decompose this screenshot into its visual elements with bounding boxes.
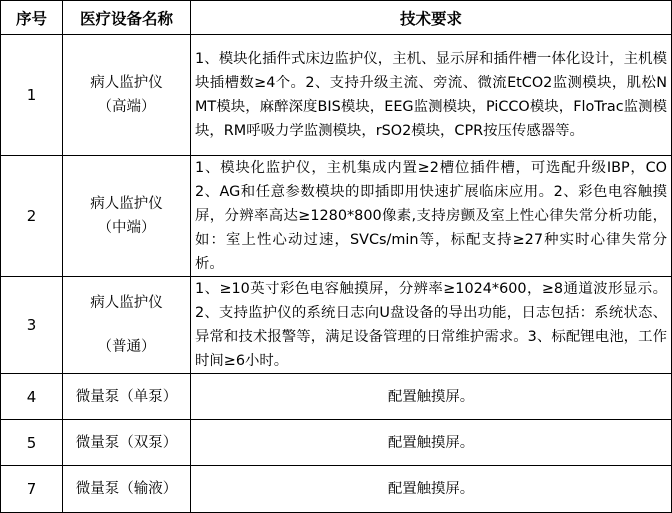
table-row [1, 35, 672, 156]
requirement-text: 配置触摸屏。 [191, 374, 672, 420]
table-row [1, 420, 672, 466]
table-header-row [1, 1, 672, 35]
device-name-cell [63, 277, 191, 374]
row-no: 3 [1, 277, 63, 374]
device-name: 微量泵（单泵） [63, 374, 191, 420]
table-row [1, 466, 672, 513]
table-row [1, 374, 672, 420]
requirement-text: 1、≥10英寸彩色电容触摸屏，分辨率≥1024*600，≥8通道波形显示。2、支持监护仪的系统日志向U盘设备的导出功能，日志包括：系统状态、异常和技术报警等，满足设备管理的日常维护需求。3、标配锂电池，工作时间≥6小时。 [191, 277, 672, 374]
requirement-text: 1、模块化插件式床边监护仪，主机、显示屏和插件槽一体化设计，主机模块插槽数≥4个。2、支持升级主流、旁流、微流EtCO2监测模块，肌松NMT模块，麻醉深度BIS模块，EEG监测模块，PiCCO模块，FloTrac监测模块，RM呼吸力学监测模块，rSO2模块，CPR按压传感器等。 [191, 35, 672, 156]
device-grade: （普通） [97, 339, 156, 355]
table-row [1, 277, 672, 374]
row-no: 7 [1, 466, 63, 513]
requirement-text: 配置触摸屏。 [191, 420, 672, 466]
row-no: 5 [1, 420, 63, 466]
device-grade: （高端） [97, 99, 156, 115]
requirement-text: 1、模块化监护仪，主机集成内置≥2槽位插件槽，可选配升级IBP，CO2、AG和任意参数模块的即插即用快速扩展临床应用。2、彩色电容触摸屏，分辨率高达≥1280*800像素,支持房颤及室上性心律失常分析功能，如：室上性心动过速，SVCs/min等，标配支持≥27种实时心律失常分析。 [191, 156, 672, 277]
requirement-text: 配置触摸屏。 [191, 466, 672, 513]
device-name: 微量泵（输液） [63, 466, 191, 513]
device-grade: （中端） [97, 220, 156, 236]
device-name: 病人监护仪 [90, 75, 163, 91]
header-no: 序号 [1, 1, 63, 35]
row-no: 2 [1, 156, 63, 277]
device-name: 病人监护仪 [90, 196, 163, 212]
device-name-cell [63, 35, 191, 156]
device-name: 微量泵（双泵） [63, 420, 191, 466]
row-no: 1 [1, 35, 63, 156]
device-name-cell [63, 156, 191, 277]
table-row [1, 156, 672, 277]
device-name: 病人监护仪 [90, 295, 163, 311]
header-requirements: 技术要求 [191, 1, 672, 35]
header-device-name: 医疗设备名称 [63, 1, 191, 35]
row-no: 4 [1, 374, 63, 420]
